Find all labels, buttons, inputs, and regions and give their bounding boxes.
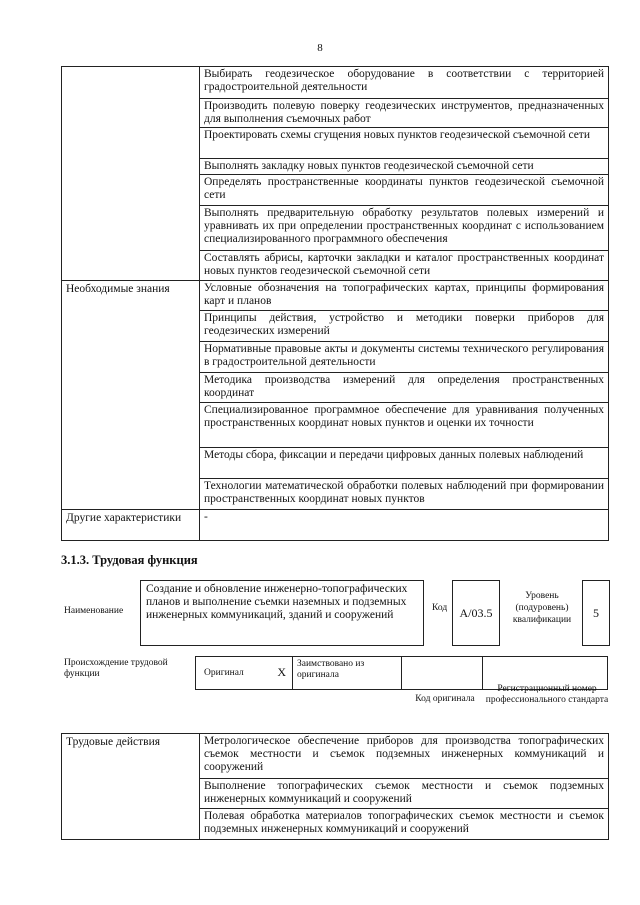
skill-item: Проектировать схемы сгущения новых пунктов геодезической съемочной сети bbox=[204, 129, 590, 141]
original-mark: X bbox=[277, 665, 286, 679]
knowledge-item: Принципы действия, устройство и методики поверки приборов для геодезических измерений bbox=[204, 312, 604, 337]
knowledge-item: Нормативные правовые акты и документы системы технического регулирования в градостроительной деятельности bbox=[204, 343, 604, 368]
code-box bbox=[452, 580, 500, 646]
skill-item: Выполнять закладку новых пунктов геодезической съемочной сети bbox=[204, 160, 534, 172]
action-item: Полевая обработка материалов топографических съемок местности и съемок подземных инженерных коммуникаций и сооружений bbox=[204, 810, 604, 835]
name-value: Создание и обновление инженерно-топографических планов и выполнение съемки наземных и подземных инженерных коммуникаций, зданий и сооружений bbox=[146, 583, 408, 621]
knowledge-item: Специализированное программное обеспечение для уравнивания полученных пространственных координат новых пунктов и оценки их точности bbox=[204, 404, 604, 429]
name-label: Наименование bbox=[64, 606, 124, 616]
origin-label: Происхождение трудовой функции bbox=[64, 658, 168, 679]
skill-item: Выбирать геодезическое оборудование в соответствии с территорией градостроительной деятельности bbox=[204, 68, 604, 93]
actions-label: Трудовые действия bbox=[66, 736, 161, 748]
original-cell bbox=[195, 656, 293, 690]
section-heading: 3.1.3. Трудовая функция bbox=[61, 553, 198, 567]
skill-item: Составлять абрисы, карточки закладки и каталог пространственных координат новых пунктов геодезической съемочной сети bbox=[204, 252, 604, 277]
code-label: Код bbox=[432, 603, 448, 613]
reg-caption: Регистрационный номер профессионального стандарта bbox=[485, 684, 609, 705]
action-item: Метрологическое обеспечение приборов для производства топографических съемок местности и съемок подземных инженерных коммуникаций и сооружений bbox=[204, 735, 604, 773]
knowledge-item: Условные обозначения на топографических картах, принципы формирования карт и планов bbox=[204, 282, 604, 307]
continued-label-cell bbox=[62, 67, 200, 281]
knowledge-item: Методика производства измерений для определения пространственных координат bbox=[204, 374, 604, 399]
code-value: А/03.5 bbox=[459, 605, 493, 620]
skill-item: Выполнять предварительную обработку результатов полевых измерений и уравнивать их при определении пространственных координат с использованием специализированного программного обеспечения bbox=[204, 207, 604, 245]
level-label: Уровень (подуровень) квалификации bbox=[512, 591, 572, 625]
skill-item: Производить полевую поверку геодезических инструментов, предназначенных для выполнения съемочных работ bbox=[204, 100, 604, 125]
borrowed-cell bbox=[292, 656, 402, 690]
name-box bbox=[140, 580, 424, 646]
skills-table bbox=[61, 66, 609, 541]
code-caption: Код оригинала bbox=[415, 694, 475, 704]
action-item: Выполнение топографических съемок местности и съемок подземных инженерных коммуникаций и сооружений bbox=[204, 780, 604, 805]
knowledge-item: Технологии математической обработки полевых наблюдений при формировании пространственных координат новых пунктов bbox=[204, 480, 604, 505]
actions-table bbox=[61, 733, 609, 840]
borrowed-label: Заимствовано из оригинала bbox=[297, 659, 365, 680]
page-number: 8 bbox=[317, 42, 323, 54]
skill-item: Определять пространственные координаты пунктов геодезической съемочной сети bbox=[204, 176, 604, 201]
other-value: - bbox=[204, 511, 208, 523]
other-label: Другие характеристики bbox=[66, 512, 182, 524]
knowledge-label: Необходимые знания bbox=[66, 283, 170, 295]
knowledge-item: Методы сбора, фиксации и передачи цифровых данных полевых наблюдений bbox=[204, 449, 584, 461]
original-label: Оригинал bbox=[204, 668, 244, 678]
level-box bbox=[582, 580, 610, 646]
original-code-cell bbox=[401, 656, 483, 690]
level-value: 5 bbox=[593, 605, 599, 620]
